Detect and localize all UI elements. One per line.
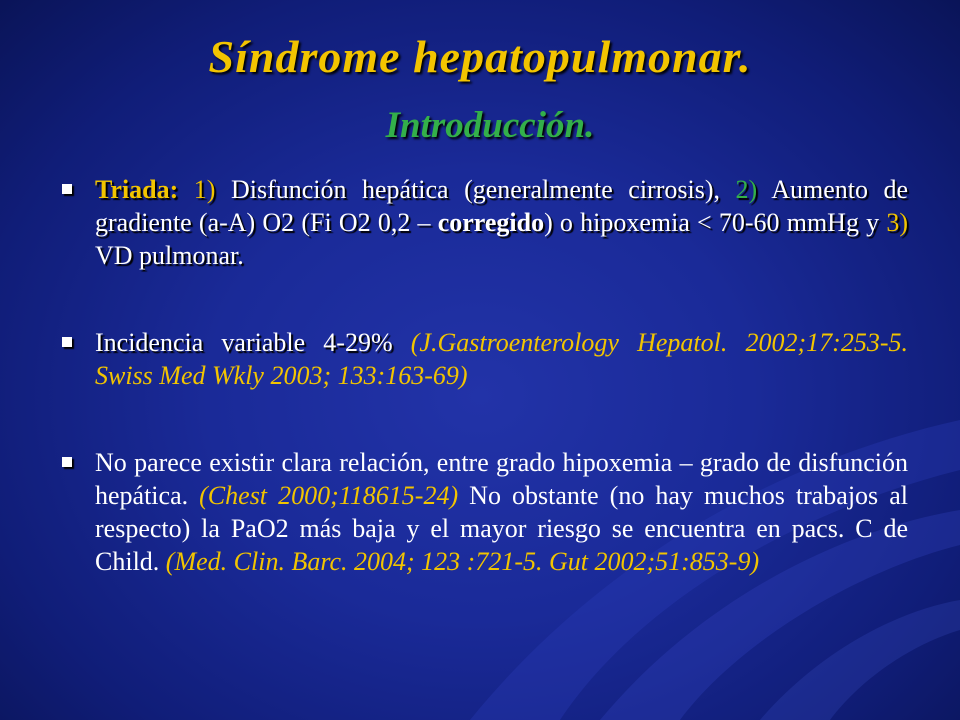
item-number-1: 1) xyxy=(193,175,216,204)
item-number-3: 3) xyxy=(886,208,908,237)
bold-word: corregido xyxy=(437,208,545,237)
item-text-2: Aumento de gradiente (a-A) O2 (Fi O2 0,2 – xyxy=(95,175,908,237)
bullet-square-icon xyxy=(62,184,72,194)
page-subtitle: Introducción. xyxy=(385,105,595,146)
bullet-text xyxy=(95,446,908,578)
citation-2: (Med. Clin. Barc. 2004; 123 :721-5. Gut 2002;51:853-9) xyxy=(159,547,760,576)
item-text-4: VD pulmonar. xyxy=(95,241,244,270)
item-number-2: 2) xyxy=(735,175,758,204)
item-text-1: Disfunción hepática (generalmente cirrosis), xyxy=(215,175,736,204)
page-title: Síndrome hepatopulmonar. xyxy=(208,31,752,82)
citation: (J.Gastroenterology Hepatol. 2002;17:253-5. Swiss Med Wkly 2003; 133:163-69) xyxy=(95,328,908,390)
bullet-relacion xyxy=(62,446,908,578)
incidence-text: Incidencia variable 4-29% xyxy=(95,328,393,357)
triada-label: Triada: xyxy=(95,175,179,204)
bullet-triada xyxy=(62,173,908,272)
relation-text-2: No obstante (no hay muchos trabajos al respecto) la PaO2 más baja y el mayor riesgo se encuentra en pacs. C de Child. xyxy=(95,481,908,576)
bullet-text xyxy=(95,173,908,272)
bullet-incidencia xyxy=(62,326,908,392)
bullet-text xyxy=(95,326,908,392)
bullet-square-icon xyxy=(62,337,72,347)
relation-text-1: No parece existir clara relación, entre grado hipoxemia – grado de disfunción hepática. xyxy=(95,448,908,510)
citation-1: (Chest 2000;118615-24) xyxy=(188,481,459,510)
bullet-square-icon xyxy=(62,457,72,467)
item-text-3: ) o hipoxemia < 70-60 mmHg y xyxy=(544,208,887,237)
